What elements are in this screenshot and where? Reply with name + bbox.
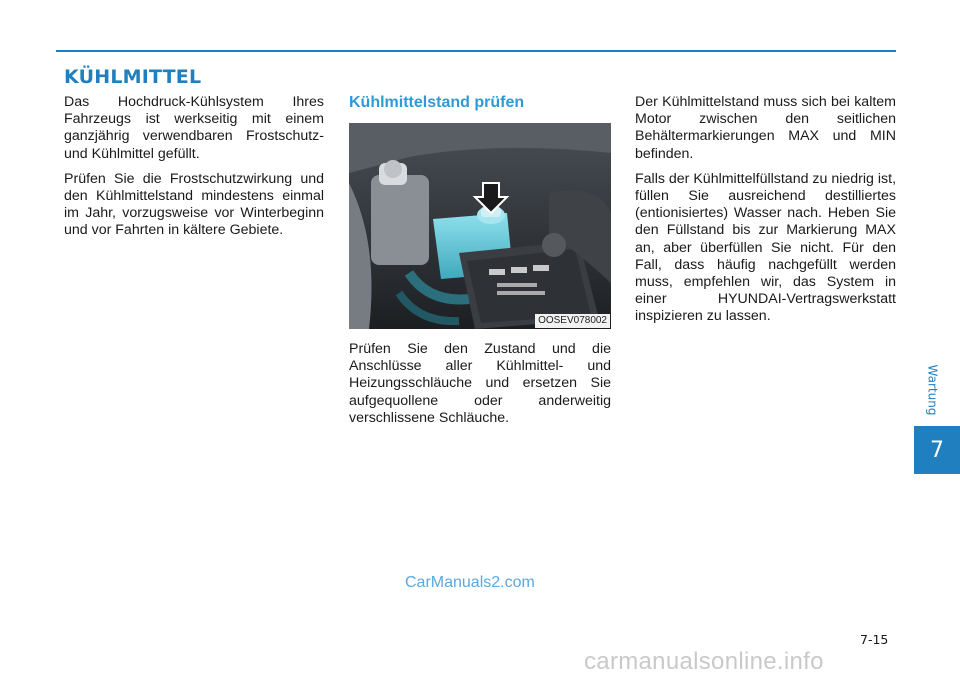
paragraph: Prüfen Sie den Zustand und die Anschlüsse aller Kühlmittel- und Heizungsschläuche und ersetzen Sie aufgequollene oder anderweitig verschlissene Schläuche. bbox=[349, 341, 611, 426]
subsection-title: Kühlmittelstand prüfen bbox=[349, 94, 525, 111]
engine-bay-photo bbox=[349, 123, 611, 329]
middle-column bbox=[349, 94, 611, 435]
left-column bbox=[64, 94, 324, 248]
paragraph: Der Kühlmittelstand muss sich bei kaltem Motor zwischen den seitlichen Behältermarkierungen MAX und MIN befinden. bbox=[635, 94, 896, 162]
footer-watermark[interactable]: carmanualsonline.info bbox=[584, 648, 824, 675]
section-title: KÜHLMITTEL bbox=[64, 66, 202, 88]
engine-bay-illustration bbox=[349, 123, 611, 329]
paragraph: Prüfen Sie die Frostschutzwirkung und den Kühlmittelstand mindestens einmal im Jahr, vorzugsweise vor Winterbeginn und vor Fahrten in kältere Gebiete. bbox=[64, 170, 324, 239]
chapter-side-label bbox=[914, 360, 950, 420]
paragraph: Das Hochdruck-Kühlsystem Ihres Fahrzeugs ist werkseitig mit einem ganzjährig verwendbaren Frostschutz- und Kühlmittel gefüllt. bbox=[64, 94, 324, 162]
chapter-tab: 7 bbox=[914, 426, 960, 474]
page-number: 7-15 bbox=[860, 632, 889, 647]
right-column bbox=[635, 94, 896, 334]
chapter-label: Wartung bbox=[925, 364, 940, 416]
center-watermark[interactable]: CarManuals2.com bbox=[405, 574, 535, 591]
paragraph: Falls der Kühlmittelfüllstand zu niedrig ist, füllen Sie ausreichend destilliertes (entionisiertes) Wasser nach. Heben Sie den Füllstand bis zur Markierung MAX an, aber überfüllen Sie nicht. Für den Fall, dass häufig nachgefüllt werden muss, empfehlen wir, das System in einer HYUNDAI-Vertragswerkstatt inspizieren zu lassen. bbox=[635, 170, 897, 325]
photo-code: OOSEV078002 bbox=[535, 314, 610, 328]
top-rule bbox=[56, 50, 896, 52]
